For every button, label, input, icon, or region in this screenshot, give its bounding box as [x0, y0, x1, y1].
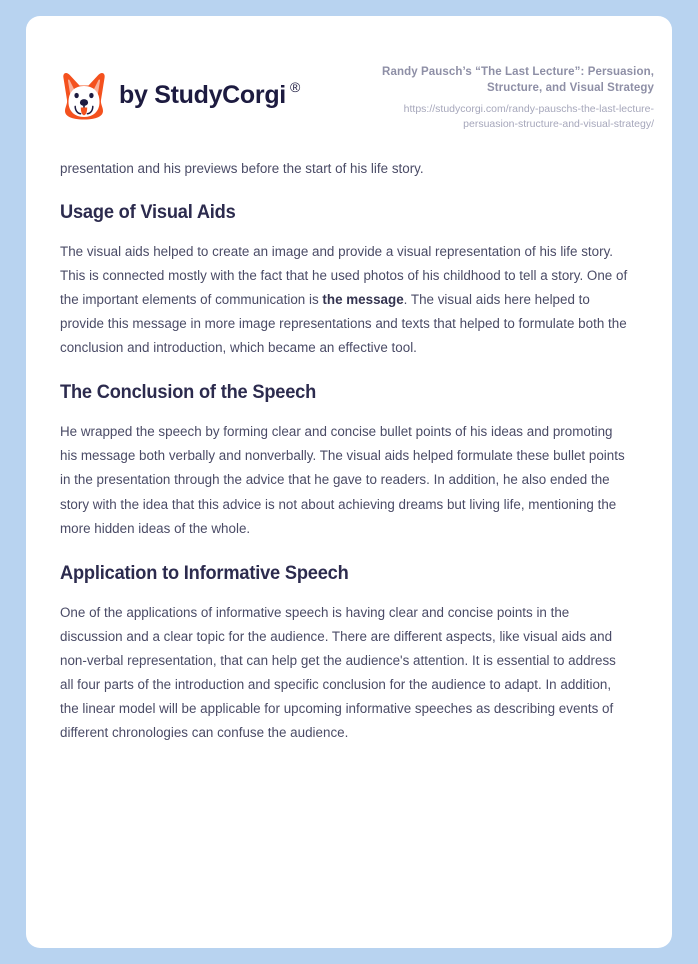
registered-trademark-icon: ® — [289, 78, 300, 95]
section-paragraph — [60, 240, 628, 361]
paragraph-text-tail: . The visual aids here helped to provide this message in more image representations and texts that helped to formulate both the conclusion and introduction, which became an effective tool. — [60, 291, 627, 356]
section-paragraph: He wrapped the speech by forming clear and concise bullet points of his ideas and promoting his message both verbally and nonverbally. The visual aids helped formulate these bullet points in the presentation through the advice that he gave to readers. In addition, he also ended the story with the idea that this advice is not about achieving dreams but living life, mentioning the more hidden ideas of the whole. — [60, 424, 625, 536]
page-title: Randy Pausch’s “The Last Lecture”: Persuasion, Structure, and Visual Strategy — [382, 66, 654, 95]
brand-lockup — [60, 62, 300, 120]
document-source-meta — [354, 62, 654, 131]
section-usage-of-visual-aids — [60, 202, 628, 361]
corgi-face-logo-icon — [60, 70, 108, 120]
brand-wordmark — [119, 78, 300, 110]
document-page-card — [26, 16, 672, 948]
document-body — [26, 131, 672, 745]
emphasized-term: the message — [322, 291, 404, 307]
section-application-to-informative-speech — [60, 563, 628, 746]
paragraph-text-lead: The visual aids helped to create an image and provide a visual representation of his life story. This is connected mostly with the fact that he used photos of his childhood to tell a story. One of the important elements of communication is — [60, 243, 628, 307]
intro-paragraph: presentation and his previews before the start of his life story. — [60, 161, 424, 177]
brand-wordmark-text: by StudyCorgi — [119, 80, 286, 109]
section-heading: The Conclusion of the Speech — [60, 382, 317, 404]
section-heading: Application to Informative Speech — [60, 562, 349, 584]
section-heading: Usage of Visual Aids — [60, 201, 236, 223]
section-paragraph: One of the applications of informative speech is having clear and concise points in the discussion and a clear topic for the audience. There are different aspects, like visual aids and non-verbal representation, that can help get the audience's attention. It is essential to address all four parts of the introduction and specific conclusion for the audience to adapt. In addition, the linear model will be applicable for upcoming informative speeches as describing events of different chronologies can confuse the audience. — [60, 604, 616, 741]
source-url: https://studycorgi.com/randy-pauschs-the-last-lecture-persuasion-structure-and-visual-strategy/ — [403, 102, 654, 130]
section-the-conclusion-of-the-speech — [60, 382, 628, 541]
document-header — [26, 16, 672, 131]
